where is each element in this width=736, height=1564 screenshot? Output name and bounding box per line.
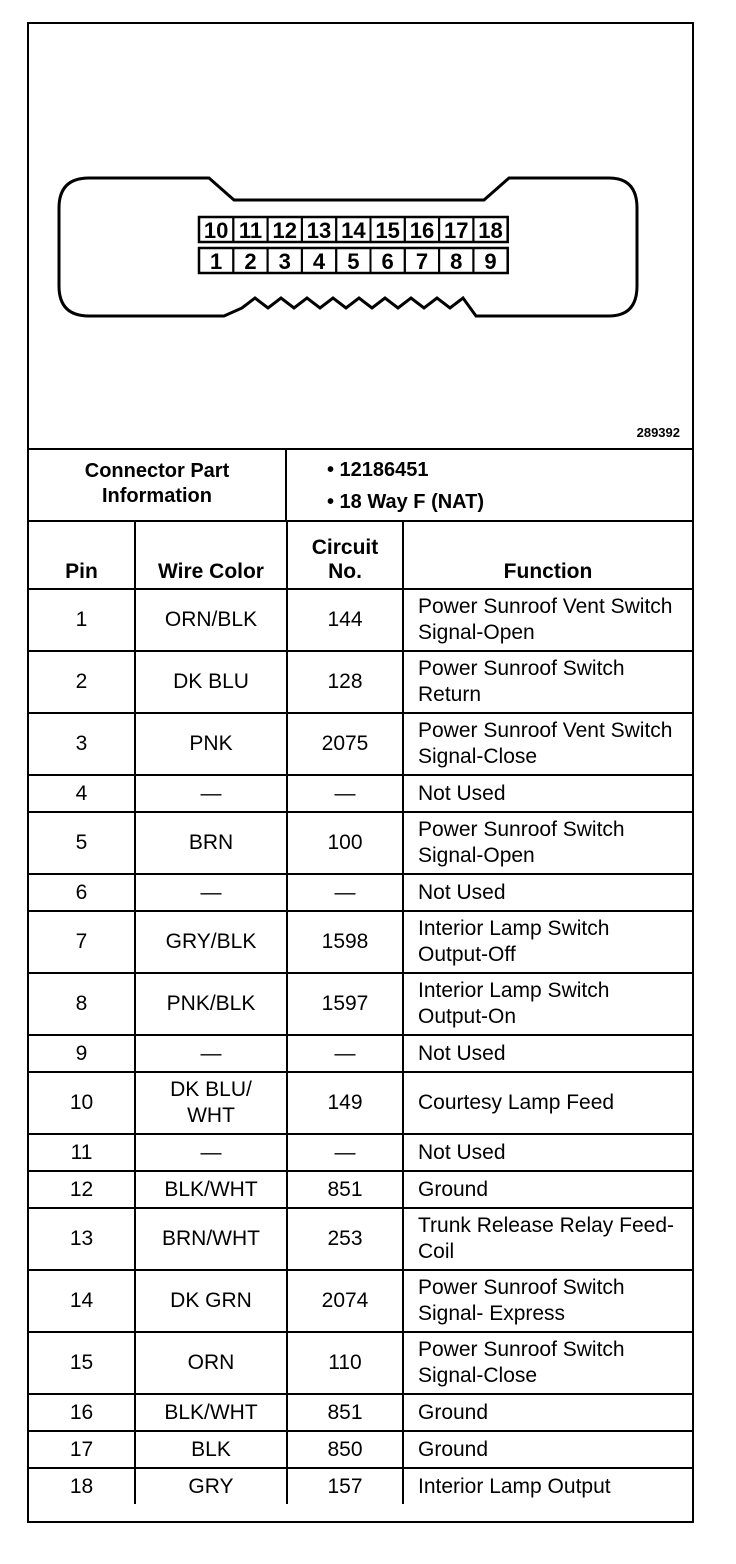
table-row: [29, 1134, 692, 1171]
pin-cell: 1: [29, 589, 135, 651]
pin-label-9: 9: [484, 249, 497, 274]
function-cell: Power Sunroof Vent Switch Signal-Close: [403, 713, 692, 775]
function-cell: Not Used: [403, 775, 692, 812]
table-row: [29, 911, 692, 973]
pin-cell: 16: [29, 1394, 135, 1431]
wire-color-cell: —: [135, 874, 287, 911]
circuit-cell: 144: [287, 589, 403, 651]
pin-label-17: 17: [444, 218, 469, 243]
function-cell: Not Used: [403, 874, 692, 911]
pin-label-13: 13: [306, 218, 332, 243]
function-cell: Interior Lamp Switch Output-Off: [403, 911, 692, 973]
function-cell: Power Sunroof Vent Switch Signal-Open: [403, 589, 692, 651]
circuit-cell: 2075: [287, 713, 403, 775]
circuit-cell: 128: [287, 651, 403, 713]
pin-label-1: 1: [210, 249, 223, 274]
wire-color-cell: GRY/BLK: [135, 911, 287, 973]
wire-color-cell: ORN: [135, 1332, 287, 1394]
wire-color-cell: DK GRN: [135, 1270, 287, 1332]
wire-color-cell: —: [135, 1134, 287, 1171]
connector-info-values: [287, 454, 484, 518]
pin-label-12: 12: [272, 218, 297, 243]
function-cell: Power Sunroof Switch Signal- Express: [403, 1270, 692, 1332]
pin-label-7: 7: [415, 249, 429, 274]
function-cell: Ground: [403, 1431, 692, 1468]
wire-color-cell: GRY: [135, 1468, 287, 1504]
wire-color-cell: —: [135, 1035, 287, 1072]
wire-color-cell: —: [135, 775, 287, 812]
pin-cell: 4: [29, 775, 135, 812]
pin-label-4: 4: [312, 249, 326, 274]
pin-label-16: 16: [409, 218, 435, 243]
function-cell: Power Sunroof Switch Signal-Open: [403, 812, 692, 874]
table-row: [29, 874, 692, 911]
pin-cell: 14: [29, 1270, 135, 1332]
table-row: [29, 651, 692, 713]
pin-cell: 8: [29, 973, 135, 1035]
pin-label-11: 11: [238, 218, 263, 243]
circuit-cell: 1597: [287, 973, 403, 1035]
circuit-cell: 851: [287, 1171, 403, 1208]
top-pin-row: [199, 217, 508, 243]
wire-color-cell: BLK: [135, 1431, 287, 1468]
function-cell: Power Sunroof Switch Signal-Close: [403, 1332, 692, 1394]
table-header-row: [29, 521, 692, 589]
connector-sheet: [27, 22, 694, 1523]
table-row: [29, 713, 692, 775]
table-row: [29, 1468, 692, 1504]
circuit-cell: 253: [287, 1208, 403, 1270]
circuit-cell: 850: [287, 1431, 403, 1468]
pin-cell: 17: [29, 1431, 135, 1468]
circuit-cell: —: [287, 1134, 403, 1171]
circuit-cell: 149: [287, 1072, 403, 1134]
function-cell: Not Used: [403, 1134, 692, 1171]
function-cell: Not Used: [403, 1035, 692, 1072]
table-row: [29, 1208, 692, 1270]
pin-cell: 11: [29, 1134, 135, 1171]
pin-cell: 7: [29, 911, 135, 973]
table-row: [29, 1431, 692, 1468]
pin-cell: 6: [29, 874, 135, 911]
function-cell: Trunk Release Relay Feed-Coil: [403, 1208, 692, 1270]
circuit-cell: 157: [287, 1468, 403, 1504]
circuit-cell: —: [287, 775, 403, 812]
connector-face-drawing: [29, 24, 692, 448]
table-row: [29, 1394, 692, 1431]
table-row: [29, 589, 692, 651]
pinout-table: [29, 520, 692, 1504]
pin-cell: 15: [29, 1332, 135, 1394]
circuit-cell: 1598: [287, 911, 403, 973]
pin-cell: 2: [29, 651, 135, 713]
header-pin: Pin: [29, 521, 135, 589]
wire-color-cell: PNK: [135, 713, 287, 775]
connector-info: [29, 448, 692, 522]
pin-cell: 18: [29, 1468, 135, 1504]
pin-cell: 13: [29, 1208, 135, 1270]
table-row: [29, 812, 692, 874]
pin-cell: 3: [29, 713, 135, 775]
pin-cell: 12: [29, 1171, 135, 1208]
circuit-cell: 2074: [287, 1270, 403, 1332]
wire-color-cell: BRN/WHT: [135, 1208, 287, 1270]
pin-cell: 9: [29, 1035, 135, 1072]
header-function: Function: [403, 521, 692, 589]
wire-color-cell: PNK/BLK: [135, 973, 287, 1035]
wire-color-cell: BRN: [135, 812, 287, 874]
bottom-pin-row: [199, 248, 508, 274]
pin-label-14: 14: [341, 218, 366, 243]
pin-label-10: 10: [203, 218, 229, 243]
wire-color-cell: DK BLU/ WHT: [135, 1072, 287, 1134]
table-row: [29, 973, 692, 1035]
pin-label-3: 3: [278, 249, 291, 274]
pin-label-5: 5: [347, 249, 360, 274]
circuit-cell: —: [287, 874, 403, 911]
pin-cell: 10: [29, 1072, 135, 1134]
function-cell: Power Sunroof Switch Return: [403, 651, 692, 713]
connector-type: • 18 Way F (NAT): [327, 491, 485, 513]
pin-cell: 5: [29, 812, 135, 874]
circuit-cell: —: [287, 1035, 403, 1072]
header-circuit: Circuit No.: [287, 521, 403, 589]
table-row: [29, 775, 692, 812]
table-row: [29, 1072, 692, 1134]
function-cell: Ground: [403, 1394, 692, 1431]
table-row: [29, 1171, 692, 1208]
function-cell: Ground: [403, 1171, 692, 1208]
table-row: [29, 1035, 692, 1072]
function-cell: Courtesy Lamp Feed: [403, 1072, 692, 1134]
circuit-cell: 851: [287, 1394, 403, 1431]
figure-id: 289392: [636, 425, 680, 440]
wire-color-cell: DK BLU: [135, 651, 287, 713]
table-row: [29, 1332, 692, 1394]
wire-color-cell: ORN/BLK: [135, 589, 287, 651]
connector-diagram: [29, 24, 692, 450]
part-number: • 12186451: [327, 459, 429, 481]
pin-label-18: 18: [478, 218, 503, 243]
circuit-cell: 100: [287, 812, 403, 874]
pin-label-2: 2: [244, 249, 257, 274]
connector-info-label: Connector Part Information: [29, 448, 287, 520]
function-cell: Interior Lamp Switch Output-On: [403, 973, 692, 1035]
pin-label-6: 6: [381, 249, 394, 274]
pin-label-8: 8: [450, 249, 463, 274]
circuit-cell: 110: [287, 1332, 403, 1394]
table-row: [29, 1270, 692, 1332]
header-wire-color: Wire Color: [135, 521, 287, 589]
pin-label-15: 15: [375, 218, 400, 243]
function-cell: Interior Lamp Output: [403, 1468, 692, 1504]
wire-color-cell: BLK/WHT: [135, 1171, 287, 1208]
wire-color-cell: BLK/WHT: [135, 1394, 287, 1431]
